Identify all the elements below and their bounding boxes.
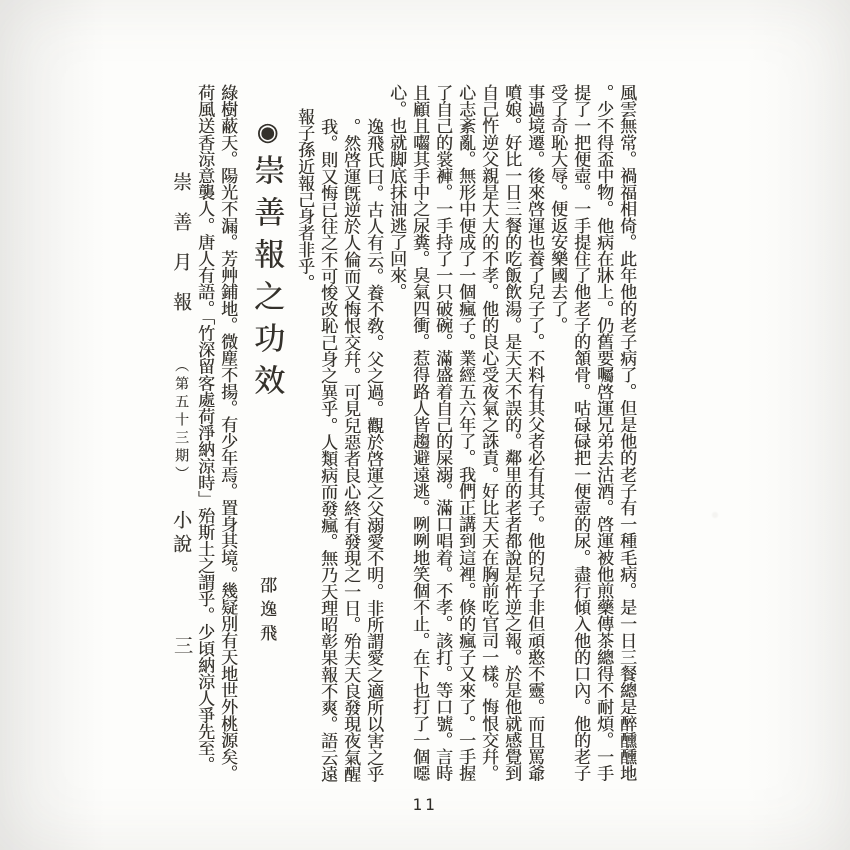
folio-number: 三 xyxy=(174,636,194,657)
text-column-17: 荷風送香涼意襲人。唐人有語。「竹深留客處荷淨納涼時」殆斯土之謂乎。少頃納涼人爭先至。 xyxy=(195,84,214,773)
text-column-5: 事過境遷。後來啓運也養了兒子了。不料有其父者必有其子。他的兒子非但頑憨不靈。而且罵爺 xyxy=(525,84,544,782)
article-title-column xyxy=(239,84,293,784)
text-column-1: 風雲無常。禍福相倚。此年他的老子病了。但是他的老子有一種毛病。是一日三餐總是醉醺醺地 xyxy=(617,84,636,782)
commentary-column-2: 。然啓運旣逆於人倫而又悔恨交幷。可見兒惡者良心終有發現之一日。殆夫天良發現夜氣醒 xyxy=(341,118,360,783)
commentary-column-3: 我。則又悔已往之不可悛改恥己身之異乎。人類病而發瘋。無乃天理昭彰果報不爽。語云遠 xyxy=(318,118,337,783)
page-number: 11 xyxy=(412,795,438,814)
text-column-10: 且顧且囓其手中之尿糞。臭氣四衝。惹得路人皆趨避遠逃。咧咧地笑個不止。在下也打了一個噁 xyxy=(410,84,429,782)
section-mark-icon: ◉ xyxy=(253,117,280,146)
article-author: 邵逸飛 xyxy=(257,575,276,648)
article-title: 崇善報之功效 xyxy=(249,154,284,406)
text-column-7: 自己忤逆父親是大大的不孝。他的良心受夜氣之誅責。好比天天在胸前吃官司一樣。悔恨交幷。 xyxy=(479,84,498,782)
commentary-column-4: 報子孫近報己身者非乎。 xyxy=(295,108,314,291)
text-column-8: 心志紊亂。無形中便成了一個瘋子。業經五六年了。我們正講到這裡。倏的瘋子又來了。一手握 xyxy=(456,84,475,782)
text-column-2: 。少不得盃中物。他病在牀上。仍舊要囑啓運兄弟去沽酒。啓運被他煎藥傳茶總得不耐煩。一手 xyxy=(594,84,613,782)
section-label: 小說 xyxy=(170,510,191,558)
publication-title: 崇善月報 xyxy=(170,172,191,332)
text-column-16: 綠樹蔽天。陽光不漏。芳艸鋪地。微塵不揚。有少年焉。置身其境。幾疑別有天地世外桃源矣。 xyxy=(218,84,237,782)
vertical-text-block xyxy=(193,84,638,786)
issue-number: （第五十三期） xyxy=(173,358,188,484)
page-margin-info xyxy=(167,172,194,772)
text-column-11: 心。也就脚底抹油逃了回來。 xyxy=(387,84,406,300)
commentary-column-1: 逸飛氏曰。古人有云。養不敎。父之過。觀於啓運之父溺愛不明。非所謂愛之適所以害之乎 xyxy=(364,118,383,783)
text-column-4: 受了奇恥大辱。便返安樂國去了。 xyxy=(548,84,567,334)
text-column-6: 噴娘。好比一日三餐的吃飯飲湯。是天天不誤的。鄰里的老者都說是忤逆之報。於是他就感覺到 xyxy=(502,84,521,782)
text-column-3: 提了一把便壺。一手提住了他老子的頷骨。咕碌碌把一便壺的尿。盡行傾入他的口內。他的老子 xyxy=(571,84,590,782)
text-column-9: 了自己的裳褲。一手持了一只破碗。滿盛着自己的屎溺。滿口唱着。不孝。該打。等口號。言時 xyxy=(433,84,452,782)
